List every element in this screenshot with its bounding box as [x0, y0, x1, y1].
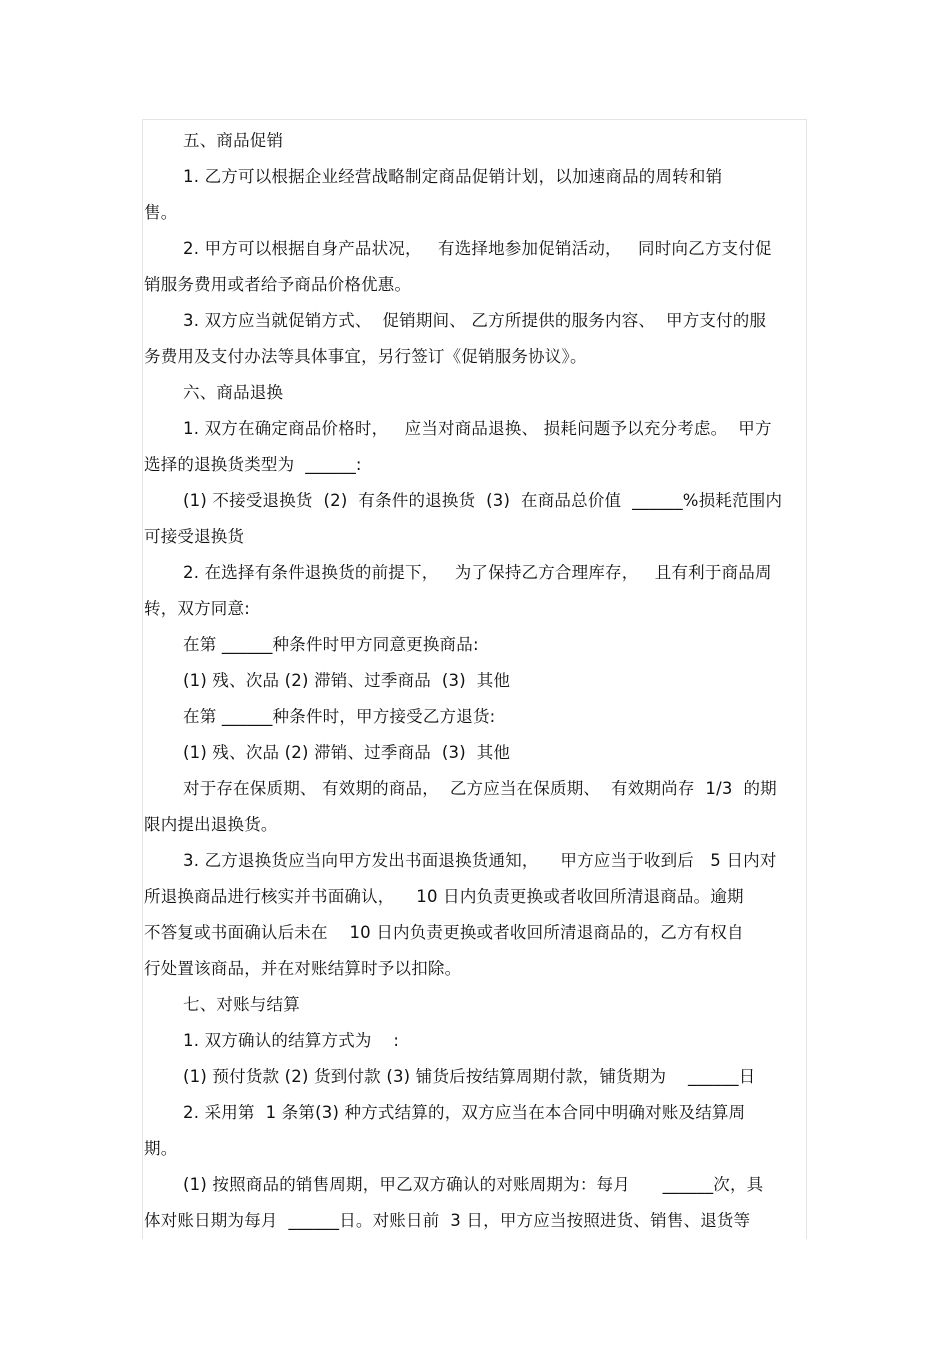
paragraph-line: 销服务费用或者给予商品价格优惠。	[144, 275, 412, 294]
paragraph-line: (1) 残、次品 (2) 滞销、过季商品 (3) 其他	[183, 671, 511, 690]
section-heading-7: 七、对账与结算	[183, 995, 300, 1014]
paragraph-line: 2. 采用第 1 条第(3) 种方式结算的，双方应当在本合同中明确对账及结算周	[183, 1103, 746, 1122]
section-heading-6: 六、商品退换	[183, 383, 284, 402]
paragraph-line: 在第 ______种条件时，甲方接受乙方退货:	[183, 707, 496, 726]
paragraph-line: 对于存在保质期、 有效期的商品， 乙方应当在保质期、 有效期尚存 1/3 的期	[183, 779, 777, 798]
paragraph-line: 务费用及支付办法等具体事宜，另行签订《促销服务协议》。	[144, 347, 587, 366]
paragraph-line: (1) 残、次品 (2) 滞销、过季商品 (3) 其他	[183, 743, 511, 762]
document-page	[142, 119, 807, 1239]
paragraph-line: 3. 乙方退换货应当向甲方发出书面退换货通知， 甲方应当于收到后 5 日内对	[183, 851, 777, 870]
paragraph-line: (1) 不接受退换货 (2) 有条件的退换货 (3) 在商品总价值 ______%损耗范围内	[183, 491, 783, 510]
paragraph-line: 售。	[144, 203, 178, 222]
section-heading-5: 五、商品促销	[183, 131, 284, 150]
paragraph-line: 1. 双方在确定商品价格时， 应当对商品退换、 损耗问题予以充分考虑。 甲方	[183, 419, 772, 438]
paragraph-line: 2. 在选择有条件退换货的前提下， 为了保持乙方合理库存， 且有利于商品周	[183, 563, 772, 582]
paragraph-line: 2. 甲方可以根据自身产品状况， 有选择地参加促销活动， 同时向乙方支付促	[183, 239, 772, 258]
paragraph-line: 在第 ______种条件时甲方同意更换商品:	[183, 635, 479, 654]
paragraph-line: (1) 按照商品的销售周期，甲乙双方确认的对账周期为：每月 ______次，具	[183, 1175, 764, 1194]
paragraph-line: (1) 预付货款 (2) 货到付款 (3) 铺货后按结算周期付款，铺货期为 ______日	[183, 1067, 756, 1086]
paragraph-line: 选择的退换货类型为 ______:	[144, 455, 362, 474]
paragraph-line: 行处置该商品，并在对账结算时予以扣除。	[144, 959, 462, 978]
paragraph-line: 1. 双方确认的结算方式为 :	[183, 1031, 400, 1050]
paragraph-line: 1. 乙方可以根据企业经营战略制定商品促销计划，以加速商品的周转和销	[183, 167, 723, 186]
paragraph-line: 可接受退换货	[144, 527, 245, 546]
paragraph-line: 体对账日期为每月 ______日。对账日前 3 日，甲方应当按照进货、销售、退货等	[144, 1211, 751, 1230]
paragraph-line: 不答复或书面确认后未在 10 日内负责更换或者收回所清退商品的，乙方有权自	[144, 923, 744, 942]
paragraph-line: 限内提出退换货。	[144, 815, 278, 834]
paragraph-line: 期。	[144, 1139, 178, 1158]
paragraph-line: 所退换商品进行核实并书面确认， 10 日内负责更换或者收回所清退商品。逾期	[144, 887, 744, 906]
paragraph-line: 转，双方同意:	[144, 599, 250, 618]
paragraph-line: 3. 双方应当就促销方式、 促销期间、 乙方所提供的服务内容、 甲方支付的服	[183, 311, 767, 330]
